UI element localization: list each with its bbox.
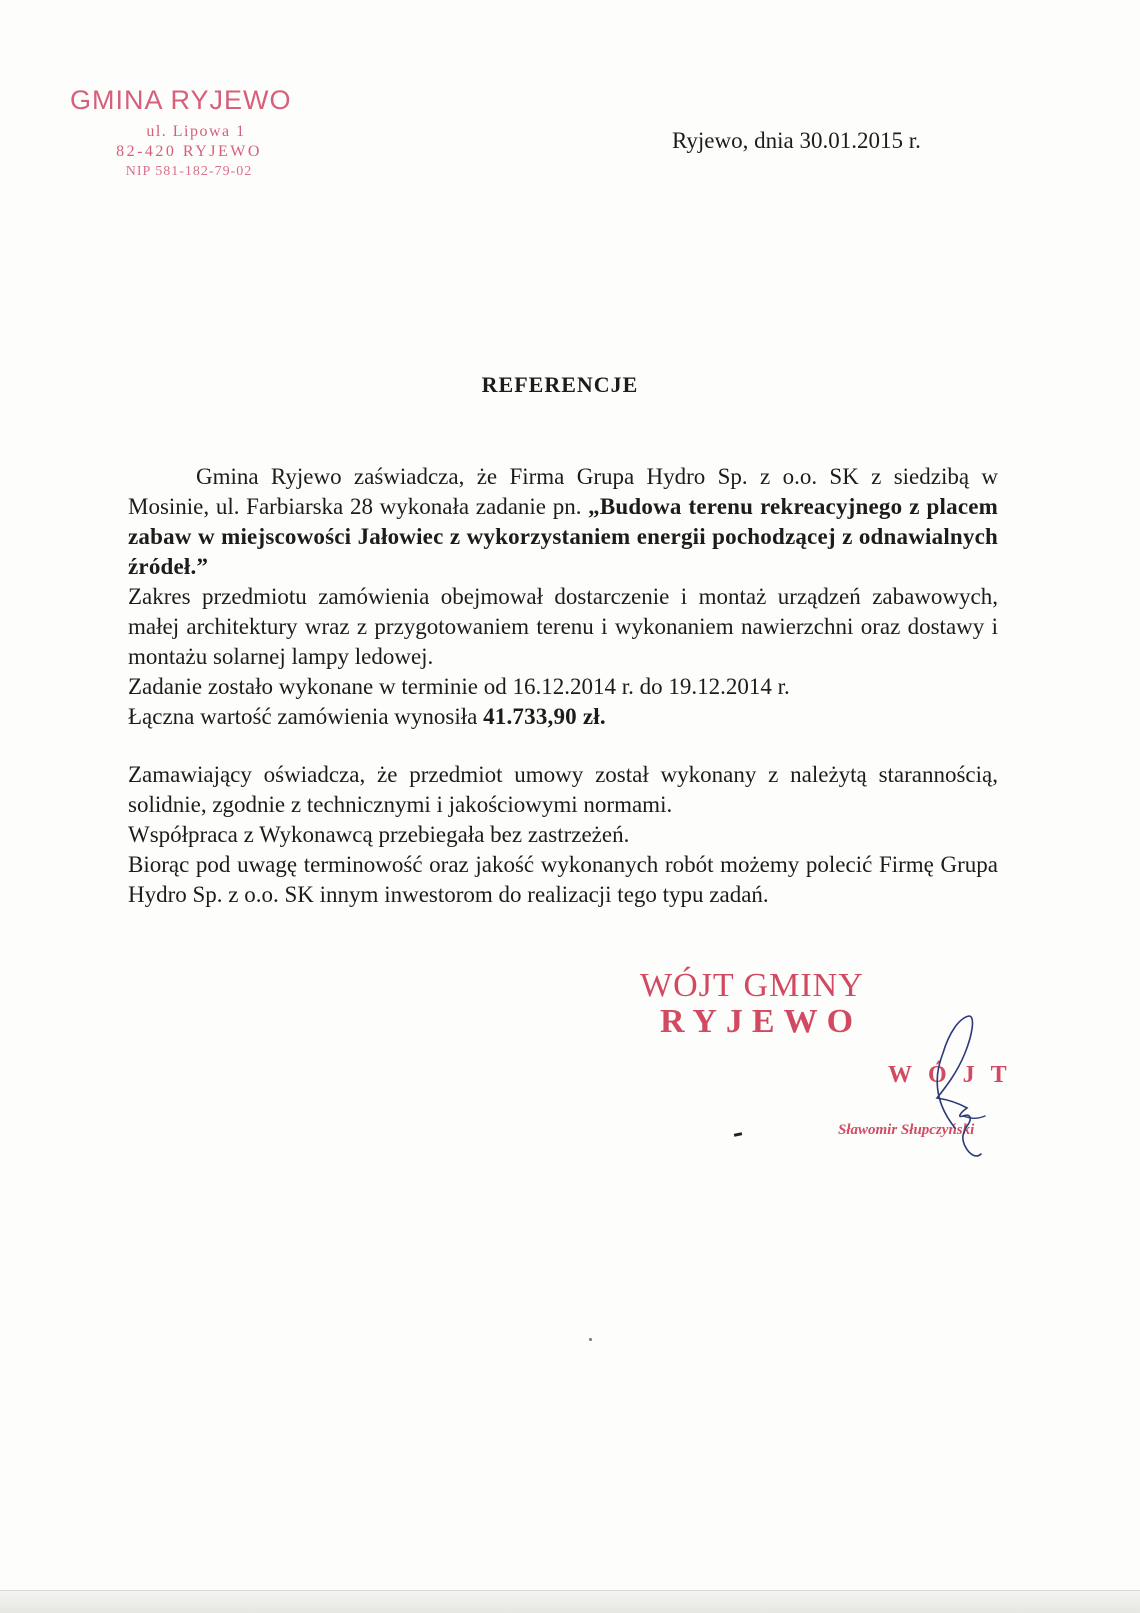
stamp-postal-code: 82-420 RYJEWO	[116, 143, 262, 161]
municipality-stamp	[70, 86, 340, 180]
paragraph-certification	[128, 462, 998, 582]
paragraph-scope: Zakres przedmiotu zamówienia obejmował dostarczenie i montaż urządzeń zabawowych, małej architektury wraz z przygotowaniem terenu i wykonaniem nawierzchni oraz dostawy i montażu solarnej lampy ledowej.	[128, 584, 998, 669]
mayor-name-stamp: Sławomir Słupczyński	[838, 1122, 975, 1138]
document-date: Ryjewo, dnia 30.01.2015 r.	[672, 128, 921, 153]
scan-speck	[589, 1338, 592, 1341]
task-name: „Budowa terenu rekreacyjnego z placem zabaw w miejscowości Jałowiec z wykorzystaniem energii pochodzącej z odnawialnych źródeł.”	[128, 494, 998, 579]
paragraph-value	[128, 702, 998, 732]
stamp-street: ul. Lipowa 1	[146, 123, 246, 141]
paragraph-recommendation: Biorąc pod uwagę terminowość oraz jakość wykonanych robót możemy polecić Firmę Grupa Hydro Sp. z o.o. SK innym inwestorom do realizacji tego typu zadań.	[128, 852, 998, 907]
stamp-municipality-name: GMINA RYJEWO	[70, 85, 292, 115]
certification-text: Gmina Ryjewo zaświadcza, że Firma Grupa Hydro Sp. z o.o. SK z siedzibą w Mosinie, ul. Farbiarska 28 wykonała zadanie pn.	[128, 464, 998, 519]
paragraph-cooperation: Współpraca z Wykonawcą przebiegała bez zastrzeżeń.	[128, 822, 630, 847]
value-label: Łączna wartość zamówienia wynosiła	[128, 704, 484, 729]
contract-value: 41.733,90 zł.	[483, 704, 606, 729]
handwritten-signature-icon	[915, 1008, 1025, 1168]
stray-mark	[734, 1132, 742, 1137]
document-title: REFERENCJE	[481, 372, 639, 397]
mayor-stamp-line1: WÓJT GMINY	[640, 967, 864, 1004]
mayor-stamp-line2: RYJEWO	[660, 1003, 863, 1040]
paragraph-statement: Zamawiający oświadcza, że przedmiot umowy został wykonany z należytą starannością, solidnie, zgodnie z technicznymi i jakościowymi normami.	[128, 762, 998, 817]
stamp-nip: NIP 581-182-79-02	[125, 163, 253, 179]
mayor-stamp	[640, 968, 864, 1040]
mayor-role-stamp: WÓJT	[888, 1062, 1023, 1088]
paragraph-term: Zadanie zostało wykonane w terminie od 16.12.2014 r. do 19.12.2014 r.	[128, 674, 790, 699]
document-body	[128, 462, 998, 910]
scan-bottom-edge	[0, 1590, 1140, 1613]
